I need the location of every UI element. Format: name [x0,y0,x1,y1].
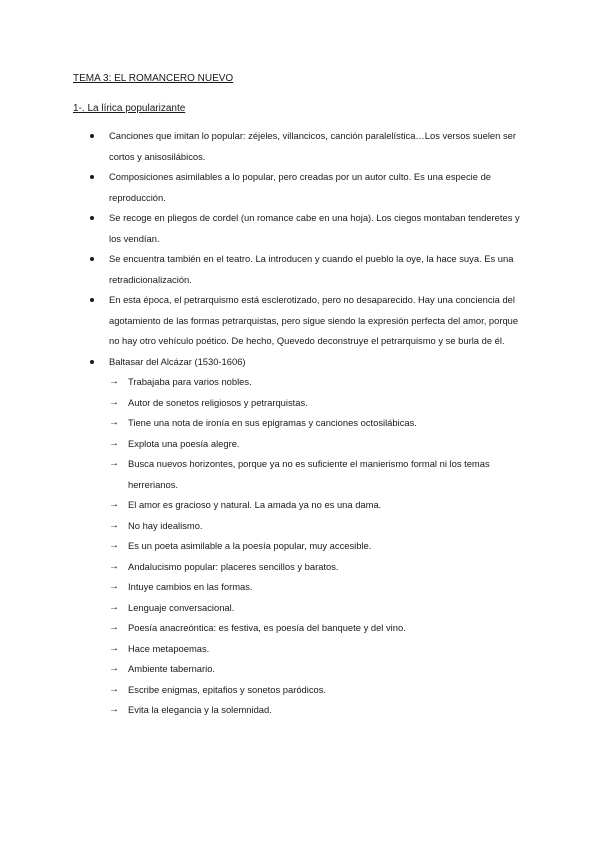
bullet-item [0,126,599,167]
section-title: 1-. La lírica popularizante [73,103,186,114]
arrow-right-icon: → [109,417,119,428]
bullet-icon [90,175,94,179]
bullet-icon [90,257,94,261]
bullet-item [0,249,599,290]
sub-item-text: El amor es gracioso y natural. La amada ya no es una dama. [128,499,382,510]
sub-list-item [109,639,529,660]
sub-list-item [109,536,529,557]
bullet-text: Se recoge en pliegos de cordel (un romance cabe en una hoja). Los ciegos montaban tenderetes y los vendían. [109,212,520,244]
bullet-text: Composiciones asimilables a lo popular, pero creadas por un autor culto. Es una especie de reproducción. [109,171,491,203]
arrow-right-icon: → [109,396,119,408]
arrow-right-icon: → [109,601,119,613]
bullet-icon [90,134,94,138]
sub-item-text: Andalucismo popular: placeres sencillos y baratos. [128,560,339,572]
sub-item-text: No hay idealismo. [128,519,203,531]
sub-list-item [109,680,529,701]
bullet-text: En esta época, el petrarquismo está esclerotizado, pero no desaparecido. Hay una conciencia del agotamiento de las formas petrarquistas, pero sigue siendo la expresión perfecta del amor, porque no hay otro vehículo poético. De hecho, Quevedo deconstruye el petrarquismo y se burla de él. [109,294,519,346]
arrow-right-icon: → [109,540,119,551]
arrow-right-icon: → [109,376,119,387]
alcazar-sub-list [109,372,529,721]
arrow-right-icon: → [109,560,119,572]
arrow-right-icon: → [109,519,119,531]
bullet-item [0,167,599,208]
bullet-item [0,290,599,352]
bullet-text: Baltasar del Alcázar (1530-1606) [109,355,246,367]
arrow-right-icon: → [109,622,119,633]
sub-list-item [109,659,529,680]
sub-item-text: Evita la elegancia y la solemnidad. [128,704,272,715]
sub-item-text: Ambiente tabernario. [128,663,216,674]
arrow-right-icon: → [109,663,119,674]
sub-list-item [109,700,529,721]
sub-item-text: Trabajaba para varios nobles. [128,376,252,387]
bullet-icon [90,216,94,220]
sub-list-item [109,454,529,495]
document-title: TEMA 3: EL ROMANCERO NUEVO [73,73,234,84]
sub-list-item [109,516,529,537]
sub-item-text: Tiene una nota de ironía en sus epigramas y canciones octosilábicas. [128,417,417,428]
sub-list-item [109,577,529,598]
sub-list-item [109,372,529,393]
bullet-text: Canciones que imitan lo popular: zéjeles, villancicos, canción paralelística…Los versos suelen ser cortos y anisosilábicos. [109,130,516,162]
sub-item-text: Autor de sonetos religiosos y petrarquistas. [128,396,308,408]
bullet-icon [90,360,94,364]
arrow-right-icon: → [109,581,119,592]
arrow-right-icon: → [109,683,119,695]
bullet-text: Se encuentra también en el teatro. La introducen y cuando el pueblo la oye, la hace suya. Es una retradicionalización. [109,253,514,285]
sub-item-text: Explota una poesía alegre. [128,437,240,449]
sub-list-item [109,393,529,414]
sub-list-item [109,598,529,619]
sub-item-text: Busca nuevos horizontes, porque ya no es suficiente el manierismo formal ni los temas herrerianos. [128,458,490,490]
bullet-list [0,126,599,721]
arrow-right-icon: → [109,499,119,510]
arrow-right-icon: → [109,704,119,715]
bullet-item-alcazar [0,352,599,721]
sub-list-item [109,434,529,455]
bullet-item [0,208,599,249]
sub-list-item [109,557,529,578]
sub-list-item [109,495,529,516]
sub-item-text: Lenguaje conversacional. [128,601,235,613]
sub-list-item [109,413,529,434]
sub-list-item [109,618,529,639]
sub-item-text: Escribe enigmas, epitafios y sonetos paródicos. [128,683,327,695]
sub-item-text: Poesía anacreóntica: es festiva, es poesía del banquete y del vino. [128,622,406,633]
arrow-right-icon: → [109,642,119,654]
arrow-right-icon: → [109,458,119,469]
sub-item-text: Intuye cambios en las formas. [128,581,253,592]
arrow-right-icon: → [109,437,119,449]
bullet-icon [90,298,94,302]
sub-item-text: Es un poeta asimilable a la poesía popular, muy accesible. [128,540,372,551]
sub-item-text: Hace metapoemas. [128,642,210,654]
